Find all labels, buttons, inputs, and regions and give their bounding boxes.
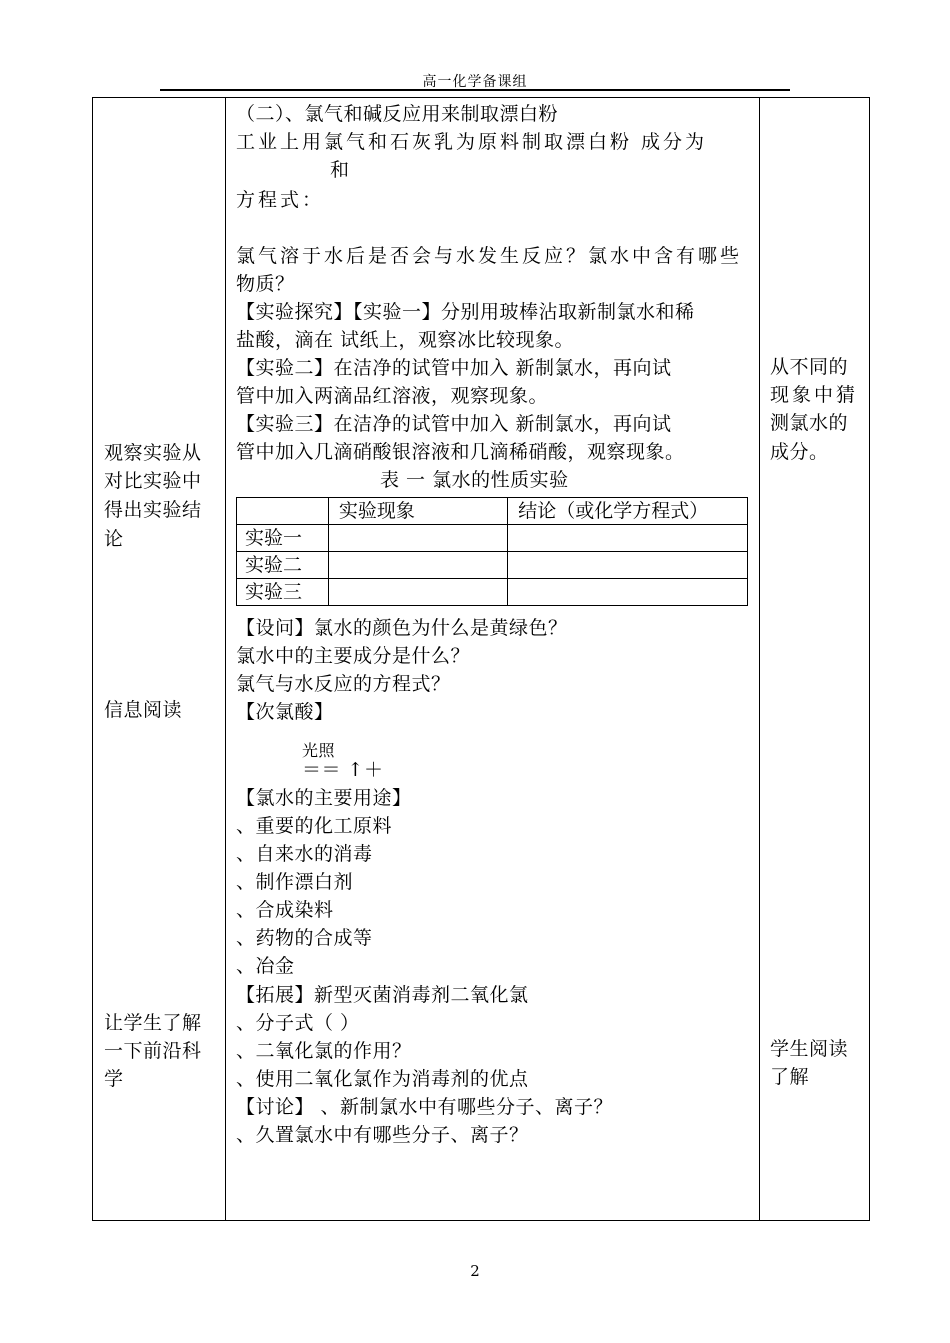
expand-item: 、使用二氧化氯作为消毒剂的优点 <box>236 1068 529 1090</box>
main-component-line: 氯水中的主要成分是什么？ <box>236 645 471 667</box>
right-read-line-1: 学生阅读 <box>770 1038 849 1060</box>
section-title: （二）、氯气和碱反应用来制取漂白粉 <box>236 103 559 125</box>
reaction-equation-line: 氯气与水反应的方程式？ <box>236 673 451 695</box>
table-cell <box>328 525 507 552</box>
table-row <box>237 525 748 552</box>
table-row <box>237 552 748 579</box>
right-guess-line-3: 测氯水的 <box>770 412 849 434</box>
left-observe-line-4: 论 <box>104 528 124 550</box>
hclo-heading: 【次氯酸】 <box>236 701 334 723</box>
left-frontier-line-3: 学 <box>104 1068 124 1090</box>
header-rule <box>160 89 790 91</box>
use-item: 、药物的合成等 <box>236 927 373 949</box>
right-read-line-2: 了解 <box>770 1066 810 1088</box>
question-line-1: 氯气溶于水后是否会与水发生反应？氯水中含有哪些 <box>236 245 743 267</box>
right-guess-line-2: 现象中猜 <box>770 384 859 406</box>
exp3-line-1: 【实验三】在洁净的试管中加入 新制氯水，再向试 <box>236 413 672 435</box>
table-cell <box>328 579 507 606</box>
use-item: 、重要的化工原料 <box>236 815 393 837</box>
exp2-line-1: 【实验二】在洁净的试管中加入 新制氯水，再向试 <box>236 357 672 379</box>
use-item: 、自来水的消毒 <box>236 843 373 865</box>
table-row-label: 实验二 <box>237 552 329 579</box>
table-cell <box>508 579 748 606</box>
header-title: 高一化学备课组 <box>422 74 528 90</box>
table-cell <box>328 552 507 579</box>
expand-item: 、二氧化氯的作用？ <box>236 1040 412 1062</box>
industry-line-1: 工业上用氯气和石灰乳为原料制取漂白粉 成分为 <box>236 131 708 153</box>
right-guess-line-1: 从不同的 <box>770 356 849 378</box>
question-line-2: 物质？ <box>236 273 295 295</box>
left-observe-line-3: 得出实验结 <box>104 499 202 521</box>
table-row-label: 实验一 <box>237 525 329 552</box>
discuss-line-2: 、久置氯水中有哪些分子、离子？ <box>236 1124 529 1146</box>
page-number: 2 <box>470 1262 480 1280</box>
experiment-table <box>236 497 748 606</box>
left-frontier-line-1: 让学生了解 <box>104 1012 202 1034</box>
use-item: 、合成染料 <box>236 899 334 921</box>
light-condition-label: 光照 <box>302 741 336 760</box>
industry-line-2: 和 <box>330 159 350 181</box>
table-header-cell: 实验现象 <box>328 498 507 525</box>
table-header-cell: 结论（或化学方程式） <box>508 498 748 525</box>
table-cell <box>508 552 748 579</box>
discuss-line-1: 【讨论】 、新制氯水中有哪些分子、离子？ <box>236 1096 614 1118</box>
use-item: 、制作漂白剂 <box>236 871 354 893</box>
left-frontier-line-2: 一下前沿科 <box>104 1040 202 1062</box>
table-caption: 表 一 氯水的性质实验 <box>380 469 569 491</box>
expand-title: 【拓展】新型灭菌消毒剂二氧化氯 <box>236 984 529 1006</box>
exp3-line-2: 管中加入几滴硝酸银溶液和几滴稀硝酸，观察现象。 <box>236 441 685 463</box>
table-cell <box>508 525 748 552</box>
decomposition-equation: ＝＝ ↑＋ <box>302 759 384 781</box>
column-divider-right <box>759 98 760 1220</box>
exp2-line-2: 管中加入两滴品红溶液，观察现象。 <box>236 385 549 407</box>
exp1-line-2: 盐酸，滴在 试纸上，观察冰比较现象。 <box>236 329 575 351</box>
table-header-cell <box>237 498 329 525</box>
table-header-row <box>237 498 748 525</box>
left-info-reading: 信息阅读 <box>104 699 183 721</box>
exp1-line-1: 【实验探究】【实验一】分别用玻棒沾取新制氯水和稀 <box>236 301 695 323</box>
equation-label: 方程式： <box>236 189 325 211</box>
column-divider-left <box>225 98 226 1220</box>
use-item: 、冶金 <box>236 955 295 977</box>
uses-title: 【氯水的主要用途】 <box>236 787 412 809</box>
right-guess-line-4: 成分。 <box>770 441 829 463</box>
expand-item: 、分子式（ ） <box>236 1012 360 1034</box>
table-row <box>237 579 748 606</box>
table-row-label: 实验三 <box>237 579 329 606</box>
ask-line: 【设问】氯水的颜色为什么是黄绿色？ <box>236 617 568 639</box>
left-observe-line-2: 对比实验中 <box>104 470 202 492</box>
left-observe-line-1: 观察实验从 <box>104 442 202 464</box>
